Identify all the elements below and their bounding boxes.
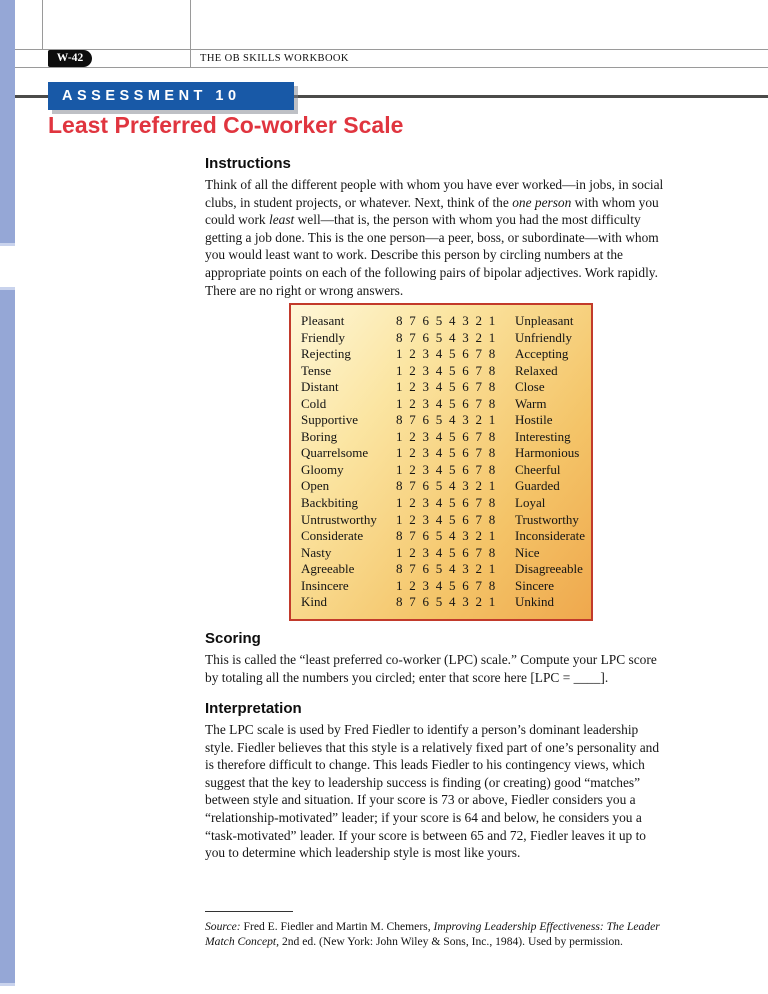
instructions-text-emphasis: least — [268, 212, 295, 228]
scale-row — [301, 545, 591, 562]
scale-numbers: 8 7 6 5 4 3 2 1 — [396, 329, 496, 345]
scale-row — [301, 561, 591, 578]
scoring-text-part: This is called the “least preferred co-worker (LPC) scale.” Compute your LPC score by totaling all the numbers you circled; enter that score here [LPC = — [205, 652, 657, 685]
scale-numbers: 1 2 3 4 5 6 7 8 — [396, 395, 496, 411]
interpretation-text: The LPC scale is used by Fred Fiedler to identify a person’s dominant leadership style. Fiedler believes that this style is a relatively fixed part of one’s personality and is therefore difficult to change. This leads Fiedler to his contingency views, which suggest that the key to leadership success is finding (or creating) good “matches” between style and situation. If your score is 73 or above, Fiedler considers you a “relationship-motivated” leader; if your score is 64 and below, he considers you a “task-motivated” leader. If your score is between 65 and 72, Fiedler leaves it up to you to determine which leadership style is most like yours. — [205, 722, 660, 861]
adjective-right: Guarded — [515, 478, 560, 494]
scale-numbers: 1 2 3 4 5 6 7 8 — [396, 544, 496, 560]
adjective-left: Untrustworthy — [301, 511, 377, 527]
adjective-left: Quarrelsome — [301, 445, 369, 461]
adjective-left: Rejecting — [301, 346, 351, 362]
scale-numbers: 8 7 6 5 4 3 2 1 — [396, 478, 496, 494]
source-text — [205, 919, 675, 949]
adjective-left: Supportive — [301, 412, 359, 428]
scale-numbers: 8 7 6 5 4 3 2 1 — [396, 313, 496, 328]
adjective-left: Considerate — [301, 528, 364, 544]
scale-row — [301, 313, 591, 330]
scale-numbers: 1 2 3 4 5 6 7 8 — [396, 577, 496, 593]
adjective-right: Cheerful — [515, 461, 561, 477]
scale-numbers: 1 2 3 4 5 6 7 8 — [396, 461, 496, 477]
instructions-text-part: with whom you could work — [205, 194, 659, 228]
lpc-scale-table — [289, 303, 593, 621]
scale-row — [301, 445, 591, 462]
source-book-title: Improving Leadership Effectiveness: The Leader Match Concept, — [205, 920, 660, 949]
adjective-right: Interesting — [515, 428, 571, 444]
header-grid-line-badge — [42, 0, 43, 50]
footnote-rule — [205, 911, 293, 912]
adjective-left: Boring — [301, 428, 338, 444]
adjective-right: Unpleasant — [515, 313, 574, 328]
scale-numbers: 8 7 6 5 4 3 2 1 — [396, 412, 496, 428]
adjective-left: Pleasant — [301, 313, 345, 328]
adjective-left: Cold — [301, 395, 327, 411]
scoring-text-part: ]. — [600, 669, 609, 685]
scale-row — [301, 594, 591, 611]
scale-row — [301, 379, 591, 396]
adjective-left: Nasty — [301, 544, 332, 560]
adjective-left: Tense — [301, 362, 332, 378]
page-number-badge: W-42 — [48, 50, 92, 67]
adjective-right: Warm — [515, 395, 547, 411]
adjective-left: Gloomy — [301, 461, 344, 477]
scale-numbers: 1 2 3 4 5 6 7 8 — [396, 362, 496, 378]
scale-row — [301, 512, 591, 529]
adjective-right: Sincere — [515, 577, 554, 593]
page-title: Least Preferred Co-worker Scale — [48, 112, 404, 138]
scale-row — [301, 578, 591, 595]
instructions-heading: Instructions — [205, 155, 291, 172]
scale-row — [301, 495, 591, 512]
interpretation-section — [205, 700, 667, 862]
scale-row — [301, 330, 591, 347]
adjective-right: Nice — [515, 544, 540, 560]
adjective-right: Inconsiderate — [515, 528, 586, 544]
scale-row — [301, 528, 591, 545]
instructions-text-part: well—that is, the person with whom you had the most difficulty getting a job done. This is the one person—a peer, boss, or subordinate—with whom you would least want to work. Describe this person by circling numbers at the appropriate points on each of the following pairs of bipolar adjectives. Work rapidly. There are no right or wrong answers. — [205, 212, 659, 298]
adjective-right: Harmonious — [515, 445, 580, 461]
scale-row — [301, 346, 591, 363]
adjective-right: Loyal — [515, 495, 546, 511]
scale-numbers: 1 2 3 4 5 6 7 8 — [396, 346, 496, 362]
adjective-right: Disagreeable — [515, 561, 583, 577]
scale-numbers: 1 2 3 4 5 6 7 8 — [396, 445, 496, 461]
source-text-part: Fred E. Fiedler and Martin M. Chemers, — [240, 920, 434, 933]
header-rule-top — [15, 49, 768, 50]
adjective-left: Kind — [301, 594, 327, 610]
adjective-right: Accepting — [515, 346, 569, 362]
scale-row — [301, 462, 591, 479]
assessment-banner-label: ASSESSMENT 10 — [62, 88, 241, 104]
scoring-heading: Scoring — [205, 630, 261, 647]
instructions-text-emphasis: one person — [512, 194, 572, 210]
adjective-left: Agreeable — [301, 561, 355, 577]
adjective-right: Hostile — [515, 412, 553, 428]
instructions-text-part: Think of all the different people with whom you have ever worked—in jobs, in social clubs, in student projects, or whatever. Next, think of the — [205, 177, 664, 210]
header-rule-bottom — [15, 67, 768, 68]
scoring-section — [205, 630, 667, 686]
instructions-section — [205, 155, 667, 299]
scale-row — [301, 478, 591, 495]
adjective-left: Friendly — [301, 329, 346, 345]
adjective-left: Open — [301, 478, 330, 494]
instructions-text — [205, 176, 667, 299]
header-grid-line-main — [190, 0, 191, 67]
adjective-right: Close — [515, 379, 545, 395]
scale-numbers: 1 2 3 4 5 6 7 8 — [396, 379, 496, 395]
source-text-part: 2nd ed. (New York: John Wiley & Sons, Inc., 1984). Used by permission. — [279, 935, 623, 949]
scoring-text — [205, 651, 667, 686]
adjective-left: Distant — [301, 379, 339, 395]
sidebar-accent-bottom — [0, 287, 15, 986]
adjective-left: Backbiting — [301, 495, 359, 511]
scale-row — [301, 363, 591, 380]
source-label: Source: — [205, 920, 241, 933]
scale-row — [301, 429, 591, 446]
scale-numbers: 8 7 6 5 4 3 2 1 — [396, 561, 496, 577]
scale-numbers: 8 7 6 5 4 3 2 1 — [396, 594, 496, 610]
adjective-right: Trustworthy — [515, 511, 579, 527]
adjective-right: Unfriendly — [515, 329, 573, 345]
adjective-right: Unkind — [515, 594, 554, 610]
adjective-left: Insincere — [301, 577, 349, 593]
scale-numbers: 8 7 6 5 4 3 2 1 — [396, 528, 496, 544]
lpc-score-blank: ____ — [573, 669, 601, 685]
scale-numbers: 1 2 3 4 5 6 7 8 — [396, 511, 496, 527]
assessment-banner — [48, 82, 294, 110]
scale-numbers: 1 2 3 4 5 6 7 8 — [396, 428, 496, 444]
running-head: THE OB SKILLS WORKBOOK — [200, 53, 349, 64]
source-footnote — [205, 911, 675, 949]
scale-numbers: 1 2 3 4 5 6 7 8 — [396, 495, 496, 511]
scale-row — [301, 396, 591, 413]
scale-row — [301, 412, 591, 429]
interpretation-heading: Interpretation — [205, 700, 302, 717]
sidebar-accent-top — [0, 0, 15, 246]
adjective-right: Relaxed — [515, 362, 558, 378]
